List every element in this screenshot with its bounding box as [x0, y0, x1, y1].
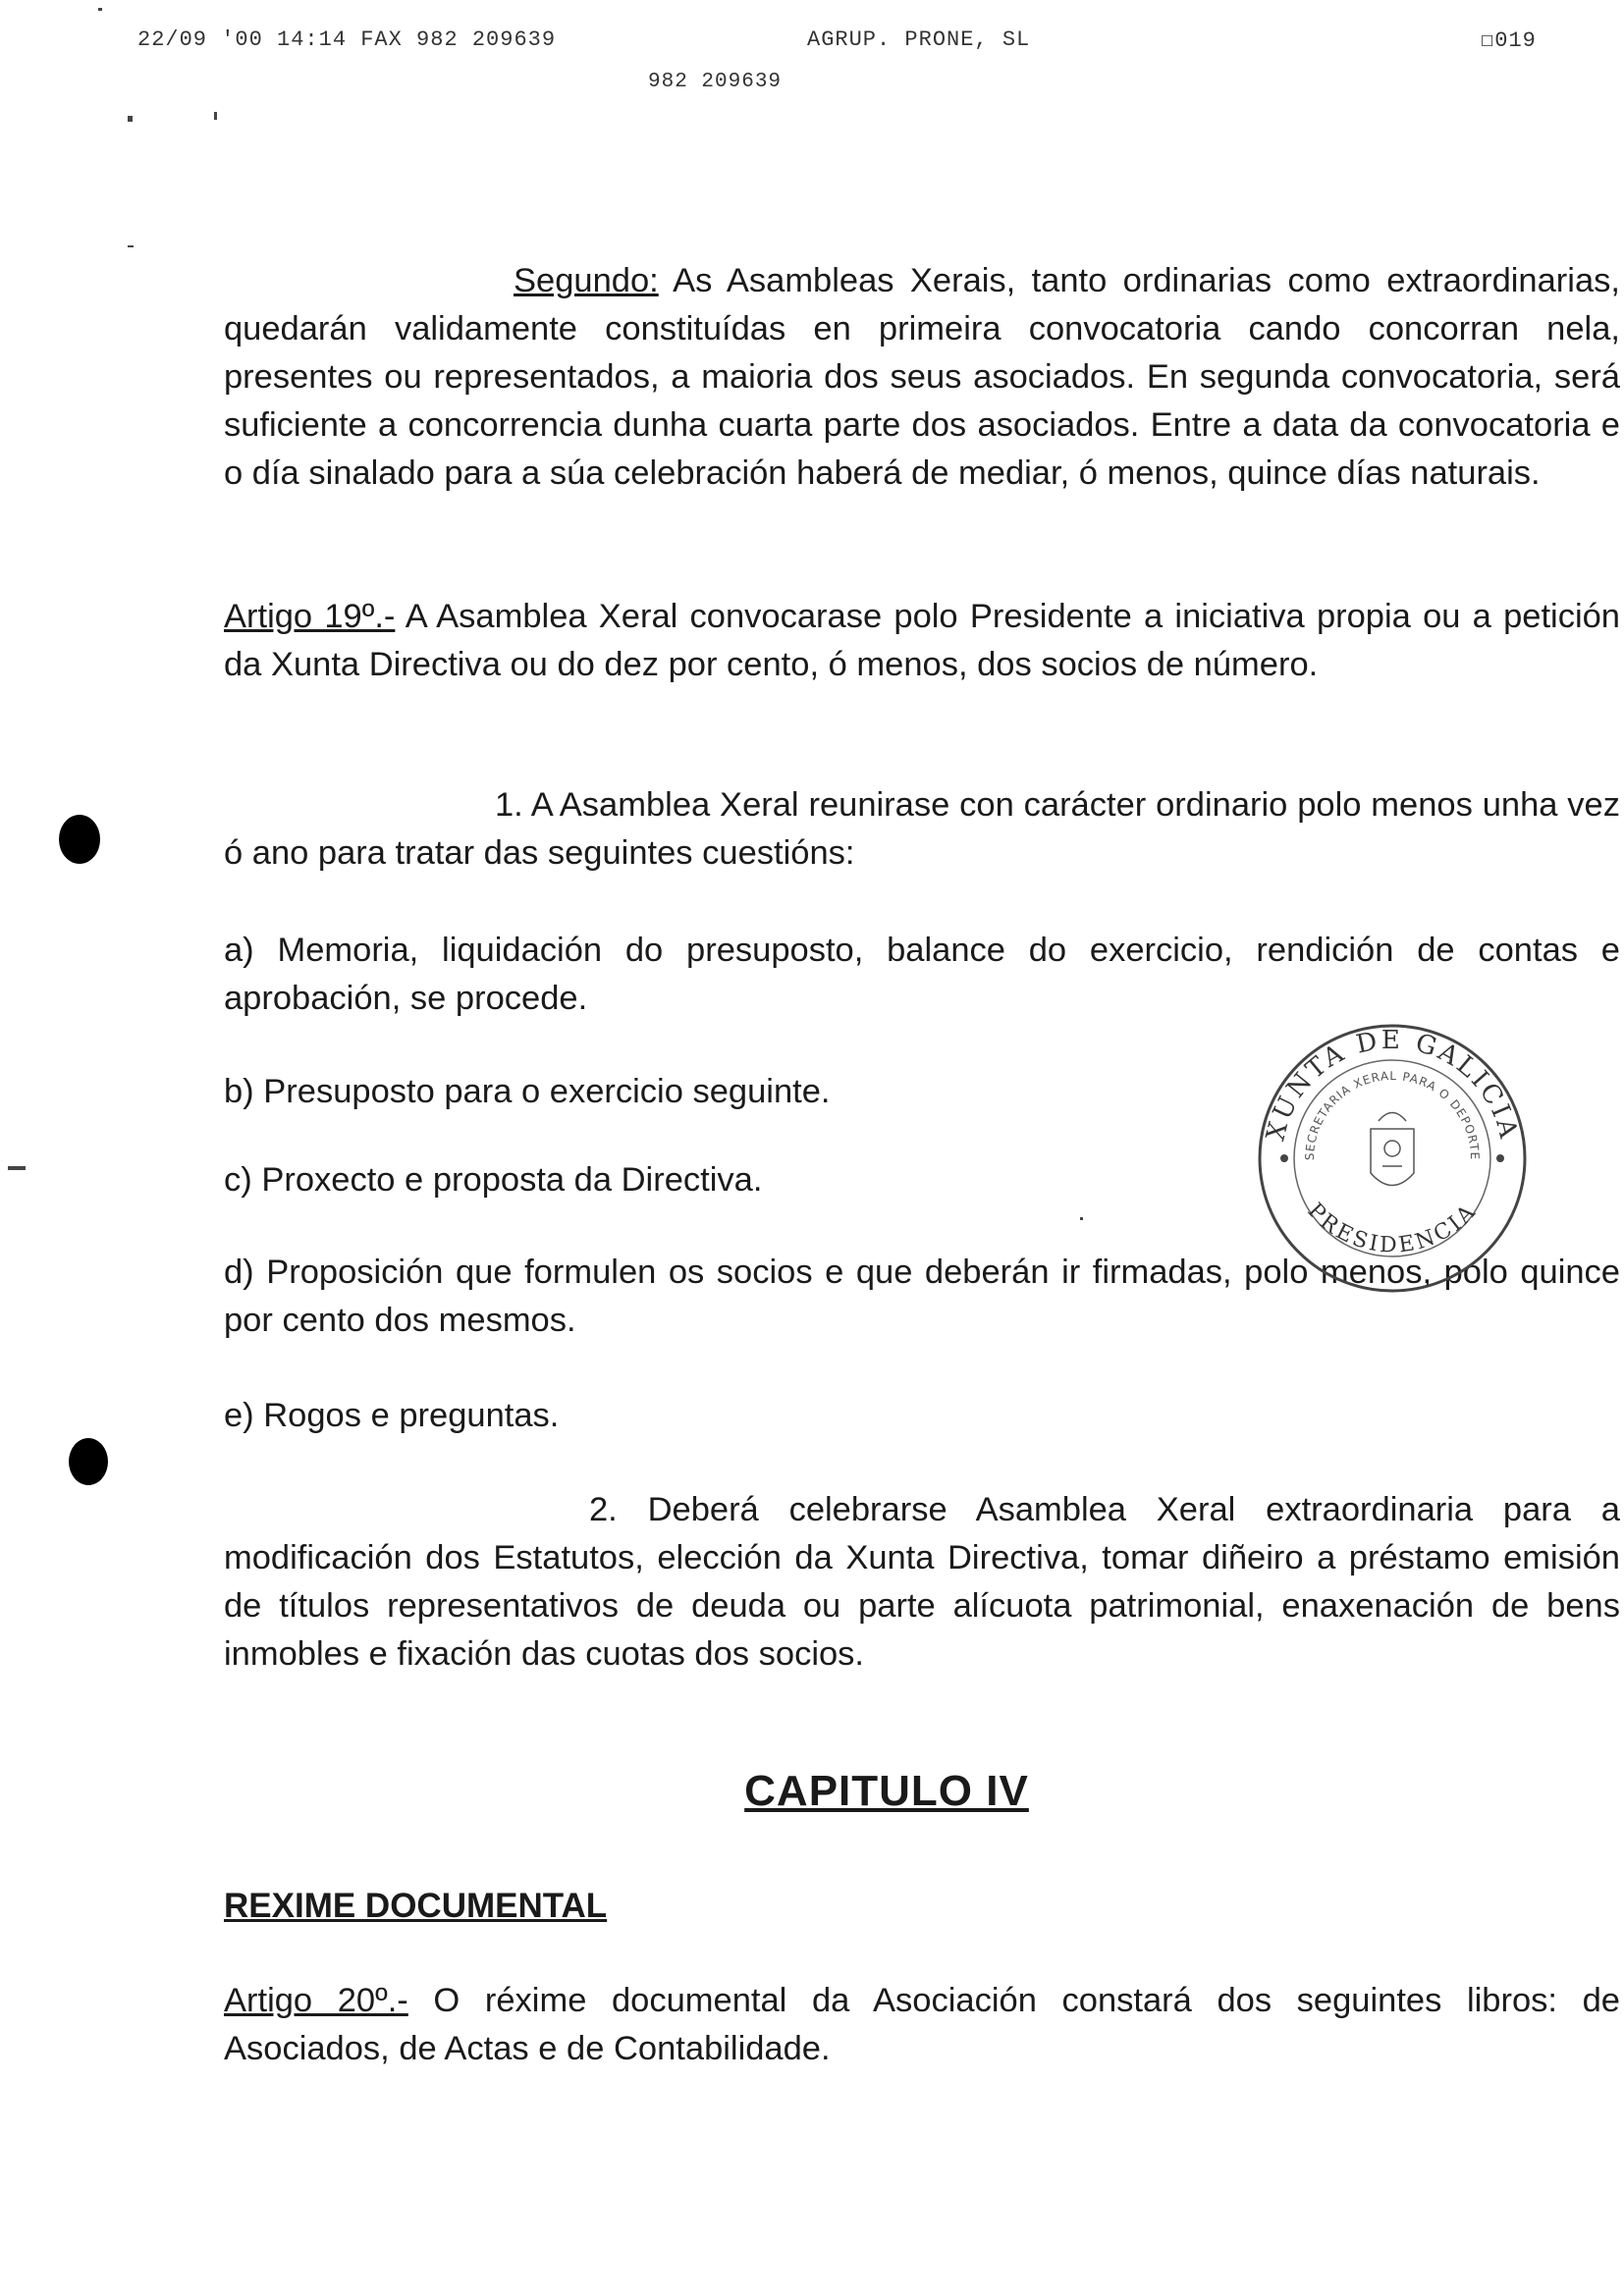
- scan-speck: [8, 1166, 26, 1170]
- segundo-label: Segundo:: [514, 262, 659, 299]
- segundo-text: As Asambleas Xerais, tanto ordinarias como extraordinarias, quedarán validamente constituídas en primeira convocatoria cando concorran nela, presentes ou representados, a maioria dos seus asociados. En segunda convocatoria, será suficiente a concorrencia dunha cuarta parte dos asociados. Entre a data da convocatoria e o día sinalado para a súa celebración haberá de mediar, ó menos, quince días naturais.: [224, 262, 1620, 492]
- scan-speck: [98, 8, 102, 11]
- scan-speck: [1080, 1217, 1083, 1220]
- seal-outer-text: XUNTA DE GALICIA: [1261, 1025, 1524, 1145]
- artigo-20-text: O réxime documental da Asociación constará dos seguintes libros: de Asociados, de Actas e de Contabilidade.: [224, 1982, 1620, 2067]
- artigo-20-label: Artigo 20º.-: [224, 1982, 408, 2019]
- seal-dot: [1496, 1154, 1504, 1162]
- scan-speck: [128, 116, 133, 122]
- fax-header-sub: 982 209639: [648, 71, 783, 93]
- fax-header-center: AGRUP. PRONE, SL: [807, 27, 1031, 52]
- item-e: e) Rogos e preguntas.: [224, 1397, 560, 1434]
- item-d: d) Proposición que formulen os socios e que deberán ir firmadas, polo menos, polo quince por cento dos mesmos.: [224, 1254, 1620, 1339]
- fax-header-left: 22/09 '00 14:14 FAX 982 209639: [137, 27, 557, 52]
- punch-hole: [69, 1438, 108, 1485]
- item-c: c) Proxecto e proposta da Directiva.: [224, 1161, 763, 1199]
- seal-bottom-text: PRESIDENCIA: [1302, 1199, 1483, 1258]
- coat-of-arms-icon: [1371, 1113, 1414, 1186]
- item-b: b) Presuposto para o exercicio seguinte.: [224, 1073, 831, 1110]
- seal-inner-text: SECRETARIA XERAL PARA O DEPORTE: [1302, 1068, 1483, 1161]
- scan-speck: [128, 245, 134, 247]
- point-1-text: 1. A Asamblea Xeral reunirase con carácter ordinario polo menos unha vez ó ano para tratar das seguintes cuestións:: [224, 786, 1620, 872]
- fax-header-page: ☐019: [1481, 28, 1537, 53]
- artigo-19-paragraph: [224, 593, 1620, 689]
- punch-hole: [59, 815, 100, 864]
- seal-dot: [1280, 1154, 1288, 1162]
- artigo-19-label: Artigo 19º.-: [224, 598, 396, 635]
- artigo-19-text: A Asamblea Xeral convocarase polo Presidente a iniciativa propia ou a petición da Xunta Directiva ou do dez por cento, ó menos, dos socios de número.: [224, 598, 1620, 683]
- scan-speck: [214, 112, 217, 120]
- chapter-heading: CAPITULO IV: [744, 1767, 1029, 1815]
- point-2-paragraph: [224, 1486, 1620, 1679]
- point-1-paragraph: [224, 781, 1620, 878]
- item-a: a) Memoria, liquidación do presuposto, balance do exercicio, rendición de contas e aprobación, se procede.: [224, 932, 1620, 1017]
- point-2-text: 2. Deberá celebrarse Asamblea Xeral extraordinaria para a modificación dos Estatutos, elección da Xunta Directiva, tomar diñeiro a préstamo emisión de títulos representativos de deuda ou parte alícuota patrimonial, enaxenación de bens inmobles e fixación das cuotas dos socios.: [224, 1491, 1620, 1673]
- official-seal: [1235, 1011, 1549, 1296]
- artigo-20-paragraph: [224, 1977, 1620, 2073]
- section-heading: REXIME DOCUMENTAL: [224, 1887, 608, 1925]
- segundo-paragraph: [224, 257, 1620, 498]
